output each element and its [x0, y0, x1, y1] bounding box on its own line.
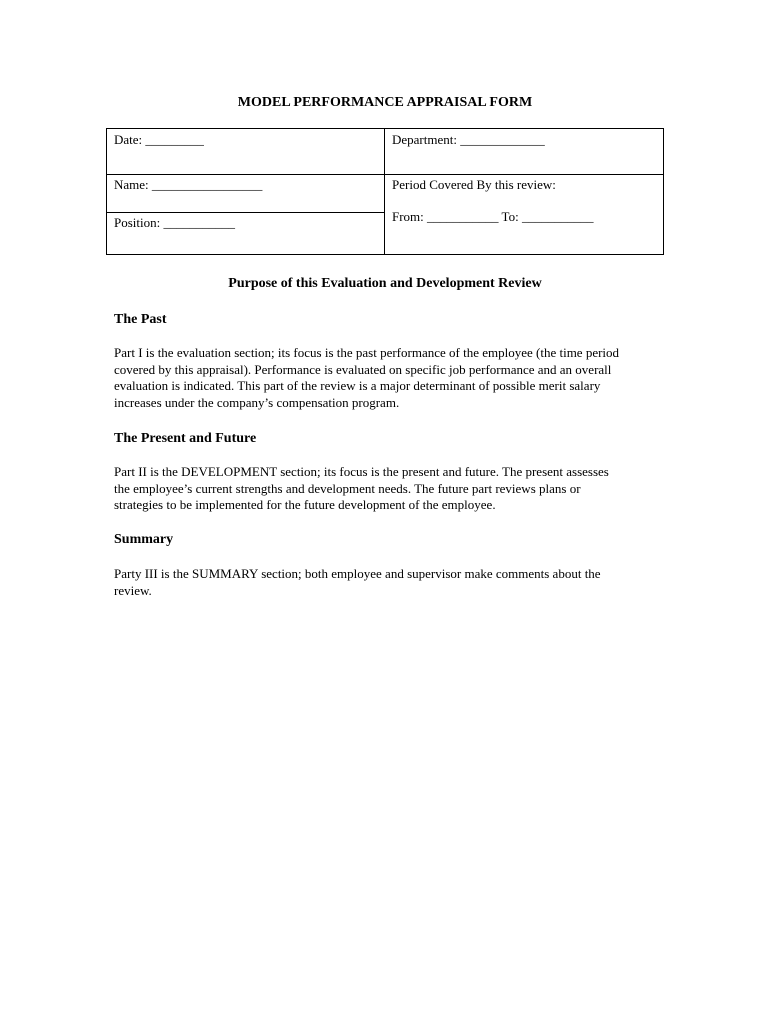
table-divider-name-position: [107, 212, 384, 213]
section-text-past: [114, 345, 659, 411]
section-text-present-future: [114, 464, 659, 514]
section-heading-past: The Past: [114, 312, 167, 327]
text-line: increases under the company’s compensation program.: [114, 394, 400, 410]
text-line: Part II is the DEVELOPMENT section; its focus is the present and future. The present assesses: [114, 464, 609, 479]
section-heading-present-future: The Present and Future: [114, 431, 257, 446]
name-field[interactable]: Name: _________________: [114, 177, 263, 192]
position-field[interactable]: Position: ___________: [114, 215, 235, 230]
text-line: strategies to be implemented for the future development of the employee.: [114, 497, 496, 512]
department-field[interactable]: Department: _____________: [392, 132, 545, 147]
text-line: the employee’s current strengths and development needs. The future part reviews plans or: [114, 480, 581, 496]
section-text-summary: [114, 566, 659, 599]
period-covered-label: Period Covered By this review:: [392, 177, 556, 192]
text-line: covered by this appraisal). Performance is evaluated on specific job performance and an overall: [114, 361, 612, 377]
employee-info-table: [106, 128, 664, 255]
purpose-heading: Purpose of this Evaluation and Development Review: [228, 276, 542, 291]
text-line: Part I is the evaluation section; its focus is the past performance of the employee (the time period: [114, 345, 620, 360]
section-heading-summary: Summary: [114, 532, 174, 547]
form-title: MODEL PERFORMANCE APPRAISAL FORM: [237, 95, 533, 110]
date-field[interactable]: Date: _________: [114, 132, 204, 147]
text-line: evaluation is indicated. This part of the review is a major determinant of possible merit salary: [114, 378, 601, 393]
table-divider-horizontal: [107, 174, 663, 175]
from-to-field[interactable]: From: ___________ To: ___________: [392, 209, 594, 224]
text-line: review.: [114, 582, 152, 598]
text-line: Party III is the SUMMARY section; both employee and supervisor make comments about the: [114, 566, 601, 581]
